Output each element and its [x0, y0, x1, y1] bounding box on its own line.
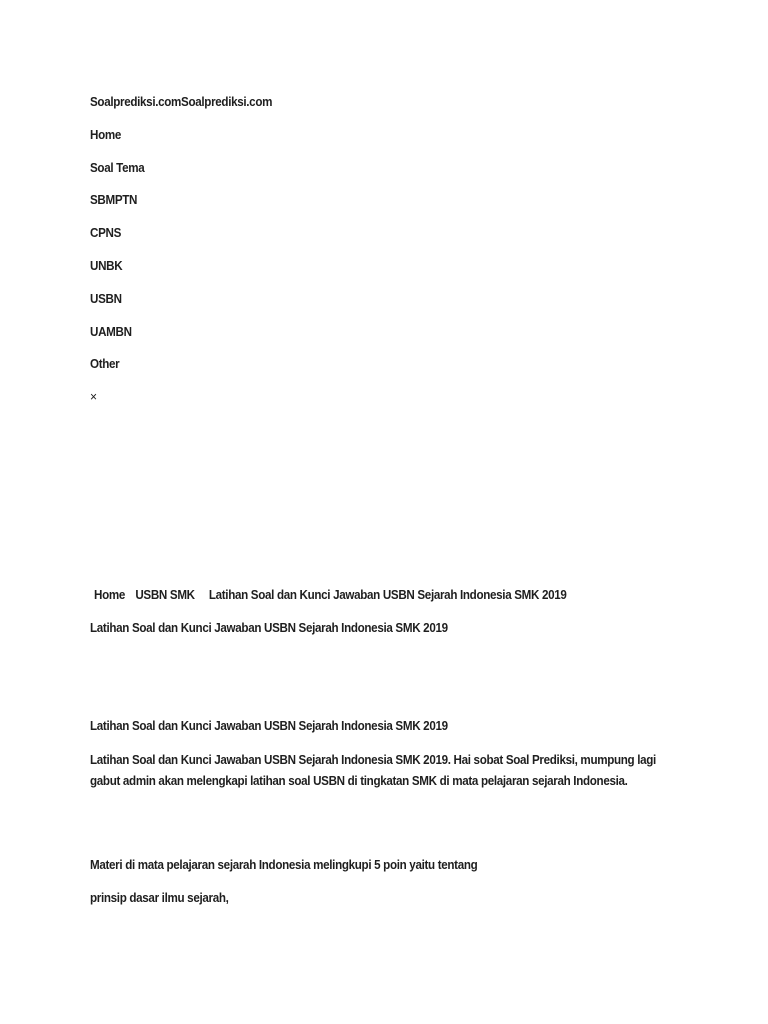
breadcrumb — [94, 587, 574, 603]
nav-item-other[interactable]: Other — [90, 357, 120, 371]
nav-item-unbk[interactable]: UNBK — [90, 259, 123, 273]
breadcrumb-current: Latihan Soal dan Kunci Jawaban USBN Sejarah Indonesia SMK 2019 — [208, 588, 567, 602]
nav-item-home[interactable]: Home — [90, 128, 122, 142]
close-icon[interactable]: × — [90, 389, 97, 404]
breadcrumb-home[interactable]: Home — [94, 588, 126, 602]
article-intro: Latihan Soal dan Kunci Jawaban USBN Sejarah Indonesia SMK 2019. Hai sobat Soal Prediksi, mumpung lagi gabut admin akan melengkapi latihan soal USBN di tingkatan SMK di mata pelajaran sejarah Indonesia. — [90, 753, 656, 788]
nav-item-usbn[interactable]: USBN — [90, 292, 122, 306]
article-subtitle: Latihan Soal dan Kunci Jawaban USBN Sejarah Indonesia SMK 2019 — [90, 719, 448, 733]
breadcrumb-usbn-smk[interactable]: USBN SMK — [135, 588, 195, 602]
nav-item-uambn[interactable]: UAMBN — [90, 325, 132, 339]
article-point: prinsip dasar ilmu sejarah, — [90, 891, 229, 905]
nav-item-soal-tema[interactable]: Soal Tema — [90, 161, 145, 175]
nav-item-cpns[interactable]: CPNS — [90, 226, 122, 240]
page-title: Latihan Soal dan Kunci Jawaban USBN Sejarah Indonesia SMK 2019 — [90, 621, 448, 635]
nav-item-sbmptn[interactable]: SBMPTN — [90, 193, 138, 207]
article-materi: Materi di mata pelajaran sejarah Indonesia melingkupi 5 poin yaitu tentang — [90, 858, 478, 872]
site-logo[interactable]: Soalprediksi.comSoalprediksi.com — [90, 95, 273, 109]
